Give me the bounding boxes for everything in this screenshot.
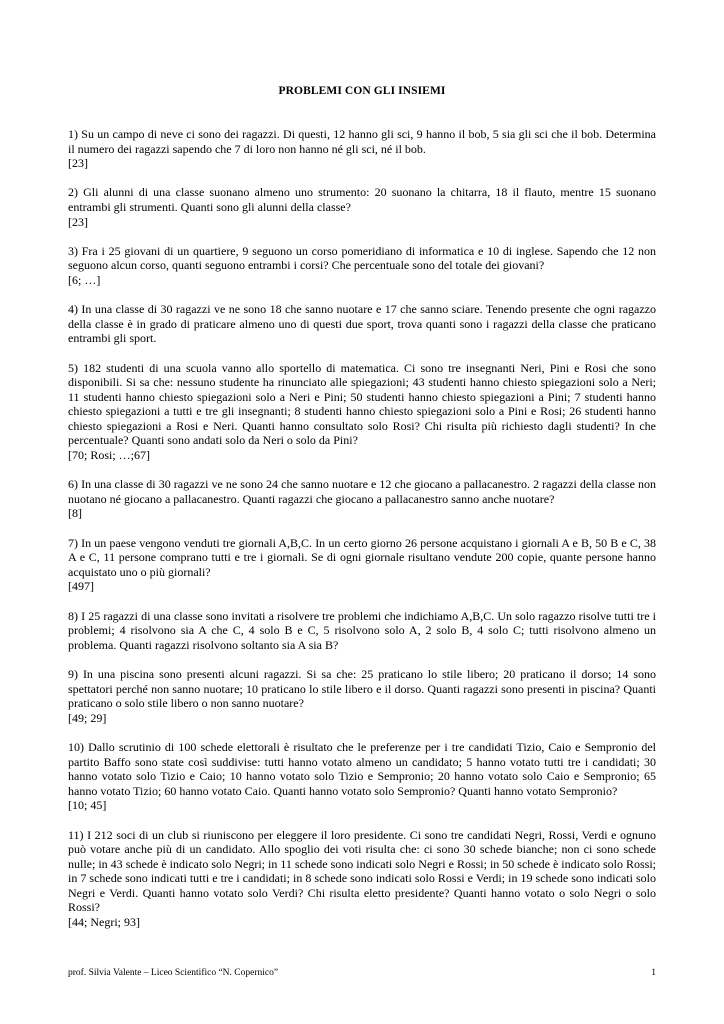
page-number: 1 (651, 968, 656, 978)
problem-text: 3) Fra i 25 giovani di un quartiere, 9 seguono un corso pomeridiano di informatica e 10 di inglese. Sapendo che 12 non seguono alcun corso, quanti seguono entrambi i corsi? Che percentuale sono del totale dei giovani? (68, 243, 656, 273)
problem-answer: [10; 45] (68, 798, 107, 813)
problem-text: 7) In un paese vengono venduti tre giornali A,B,C. In un certo giorno 26 persone acquistano i giornali A e B, 50 B e C, 38 A e C, 11 persone comprano tutti e tre i giornali. Se di ogni giornale risultano vendute 200 copie, quante persone hanno acquistato uno o più giornali? (68, 535, 656, 579)
problem-text: 8) I 25 ragazzi di una classe sono invitati a risolvere tre problemi che indichiamo A,B,C. Un solo ragazzo risolve tutti tre i problemi; 4 risolvono sia A che C, 4 solo B e C, 5 risolvono solo A, 2 solo B, 4 solo C; tutti risolvono almeno un problema. Quanti ragazzi risolvono soltanto sia A sia B? (68, 608, 656, 652)
problem-answer: [497] (68, 579, 94, 594)
problem-answer: [23] (68, 214, 88, 229)
problem-text: 2) Gli alunni di una classe suonano almeno uno strumento: 20 suonano la chitarra, 18 il flauto, mentre 15 suonano entrambi gli strumenti. Quanti sono gli alunni della classe? (68, 185, 656, 214)
problem-text: 9) In una piscina sono presenti alcuni ragazzi. Si sa che: 25 praticano lo stile libero; 20 praticano il dorso; 14 sono spettatori perché non sanno nuotare; 10 praticano lo stile libero e il dorso. Quanti ragazzi sono presenti in piscina? Quanti praticano o solo stile libero o non sanno nuotare? (68, 666, 656, 711)
problem-answer: [23] (68, 156, 88, 171)
problem-list (68, 127, 656, 944)
problem-text: 4) In una classe di 30 ragazzi ve ne sono 18 che sanno nuotare e 17 che sanno sciare. Tenendo presente che ogni ragazzo della classe è in grado di praticare almeno uno di questi due sport, trova quanti sono i ragazzi della classe che praticano entrambi gli sport. (68, 302, 656, 346)
problem-4 (68, 302, 656, 346)
problem-text: 6) In una classe di 30 ragazzi ve ne sono 24 che sanno nuotare e 12 che giocano a pallacanestro. 2 ragazzi della classe non nuotano né giocano a pallacanestro. Quanti ragazzi che giocano a pallacanestro sanno anche nuotare? (68, 477, 656, 506)
problem-text: 1) Su un campo di neve ci sono dei ragazzi. Di questi, 12 hanno gli sci, 9 hanno il bob, 5 sia gli sci che il bob. Determina il numero dei ragazzi sapendo che 7 di loro non hanno né gli sci, né il bob. (68, 127, 656, 156)
problem-5 (68, 361, 656, 463)
problem-6 (68, 477, 656, 521)
problem-answer: [44; Negri; 93] (68, 915, 140, 930)
problem-8 (68, 609, 656, 653)
problem-answer: [49; 29] (68, 710, 107, 725)
problem-7 (68, 536, 656, 594)
problem-1 (68, 127, 656, 171)
problem-2 (68, 185, 656, 229)
problem-11 (68, 828, 656, 930)
problem-3 (68, 244, 656, 288)
problem-text: 10) Dallo scrutinio di 100 schede elettorali è risultato che le preferenze per i tre candidati Tizio, Caio e Sempronio del partito Baffo sono state così suddivise: tutti hanno votato almeno un candidato; 5 hanno votato tutti tre i candidati; 30 hanno votato solo Tizio e Caio; 10 hanno votato solo Tizio e Sempronio; 20 hanno votato solo Caio e Sempronio; 65 hanno votato Tizio; 60 hanno votato Caio. Quanti hanno votato solo Sempronio? Quanti hanno votato Sempronio? (68, 739, 656, 798)
problem-9 (68, 667, 656, 725)
footer-author: prof. Silvia Valente – Liceo Scientifico “N. Copernico” (68, 968, 279, 978)
problem-10 (68, 740, 656, 813)
problem-answer: [6; …] (68, 272, 101, 287)
problem-answer: [8] (68, 506, 82, 521)
problem-text: 5) 182 studenti di una scuola vanno allo sportello di matematica. Ci sono tre insegnanti Neri, Pini e Rosi che sono disponibili. Si sa che: nessuno studente ha rinunciato alle spiegazioni; 43 studenti hanno chiesto spiegazioni solo a Neri; 11 studenti hanno chiesto spiegazioni solo a Neri e Pini; 50 studenti hanno chiesto spiegazioni a Pini; 7 studenti hanno chiesto spiegazioni a tutti e tre gli insegnanti; 8 studenti hanno chiesto spiegazioni solo a Pini e Rosi; 26 studenti hanno chiesto spiegazioni a Rosi e Neri. Quanti hanno consultato solo Rosi? Chi risulta più richiesto dagli studenti? In che percentuale? Quanti sono andati solo da Neri o solo da Pini? (68, 360, 656, 448)
problem-text: 11) I 212 soci di un club si riuniscono per eleggere il loro presidente. Ci sono tre candidati Negri, Rossi, Verdi e ognuno può votare anche più di un candidato. Allo spoglio dei voti risulta che: ci sono 30 schede bianche; non ci sono schede nulle; in 43 schede è indicato solo Negri; in 11 schede sono indicati solo Negri e Rossi; in 50 schede è indicato solo Rossi; in 7 schede sono indicati tutti e tre i candidati; in 8 schede sono indicati solo Rossi e Verdi; in 19 schede sono indicati solo Negri e Verdi. Quanti hanno votato solo Verdi? Chi risulta eletto presidente? Quanti hanno votato o solo Negri o solo Rossi? (68, 827, 656, 915)
problem-answer: [70; Rosi; …;67] (68, 448, 151, 463)
page-title: PROBLEMI CON GLI INSIEMI (278, 85, 446, 97)
